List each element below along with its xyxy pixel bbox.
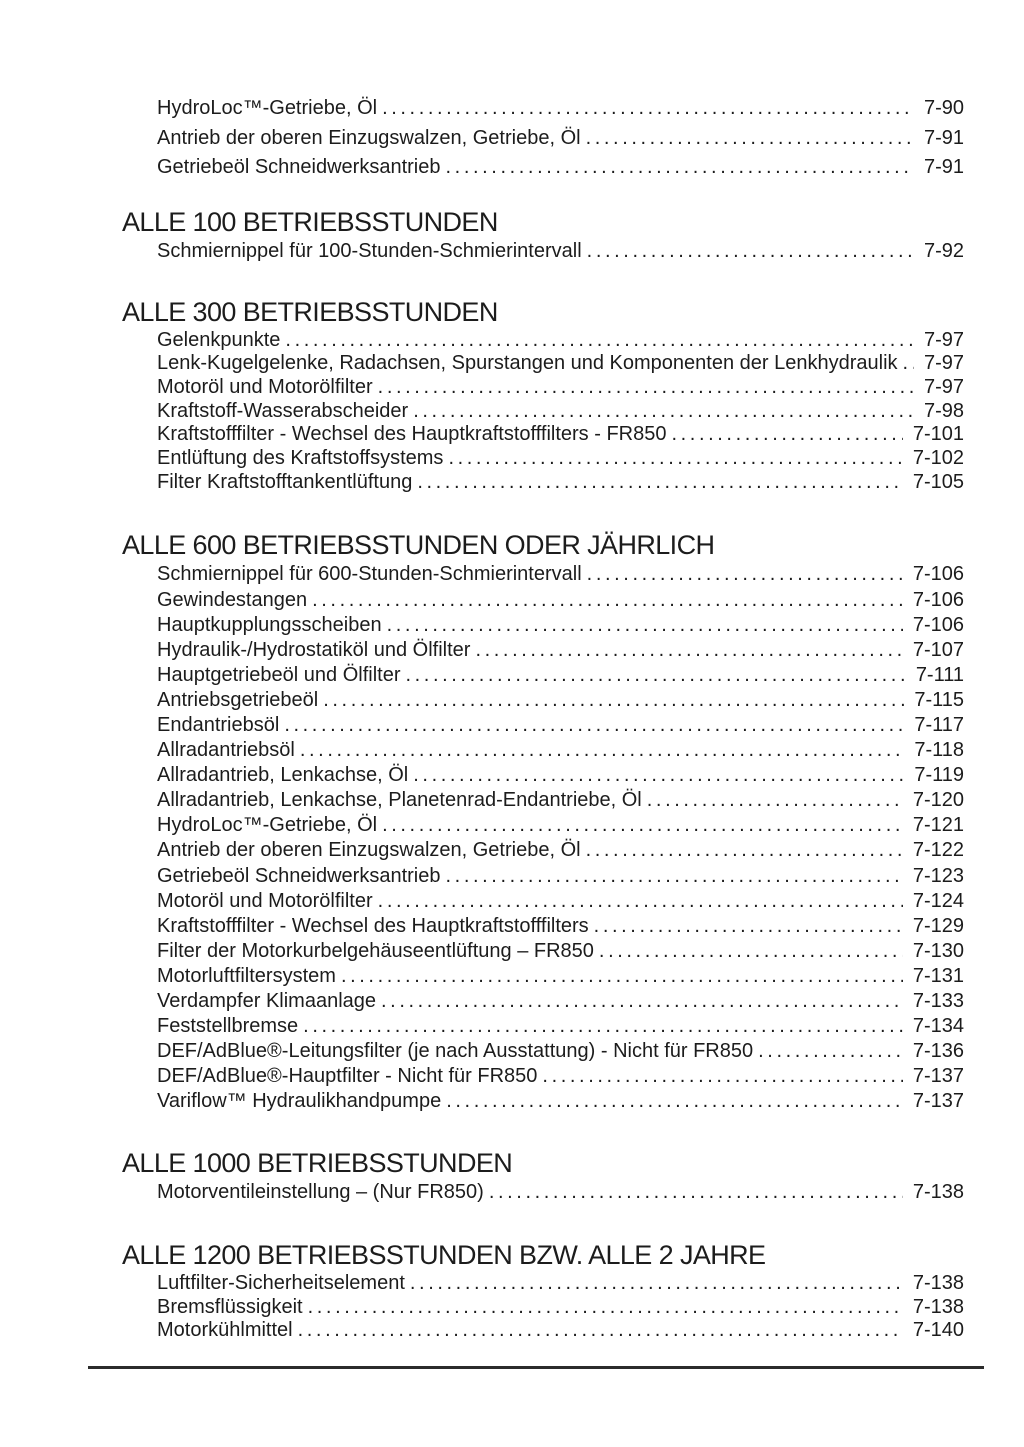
toc-entry-label: Schmiernippel für 100-Stunden-Schmierintervall xyxy=(157,239,582,262)
dot-leader xyxy=(413,400,914,424)
toc-entry xyxy=(157,688,964,713)
toc-entry-label: Kraftstoff-Wasserabscheider xyxy=(157,399,409,422)
dot-leader xyxy=(417,471,903,495)
toc-entry-label: Verdampfer Klimaanlage xyxy=(157,990,377,1013)
dot-leader xyxy=(323,688,904,713)
toc-entry-page: 7-131 xyxy=(912,964,964,987)
toc-entry-page: 7-107 xyxy=(912,638,964,661)
dot-leader xyxy=(387,613,903,638)
dot-leader xyxy=(489,1180,903,1204)
toc-entry-label: Motoröl und Motorölfilter xyxy=(157,375,373,398)
toc-entry xyxy=(157,939,964,964)
toc-entry xyxy=(157,838,964,863)
dot-leader xyxy=(586,838,903,863)
dot-leader xyxy=(586,124,914,154)
toc-entry xyxy=(157,889,964,914)
toc-entry xyxy=(157,562,964,587)
toc-entry-label: Schmiernippel für 600-Stunden-Schmierintervall xyxy=(157,563,582,586)
toc-entry-label: Gewindestangen xyxy=(157,588,308,611)
section-title: ALLE 100 BETRIEBSSTUNDEN xyxy=(122,206,498,237)
toc-entry xyxy=(157,964,964,989)
section-entries xyxy=(157,562,964,1114)
section-title: ALLE 1200 BETRIEBSSTUNDEN BZW. ALLE 2 JAHRE xyxy=(122,1240,766,1271)
toc-entry-label: Motorkühlmittel xyxy=(157,1319,293,1342)
dot-leader xyxy=(542,1064,902,1089)
toc-entry-page: 7-136 xyxy=(912,1040,964,1063)
toc-entry-page: 7-138 xyxy=(912,1181,964,1204)
dot-leader xyxy=(284,713,904,738)
toc-entry-label: Allradantrieb, Lenkachse, Öl xyxy=(157,764,409,787)
dot-leader xyxy=(446,153,914,183)
toc-entry-label: Variflow™ Hydraulikhandpumpe xyxy=(157,1090,442,1113)
toc-entry-label: Filter Kraftstofftankentlüftung xyxy=(157,470,413,493)
toc-entry-page: 7-91 xyxy=(923,156,964,178)
toc-entry-label: Antrieb der oberen Einzugswalzen, Getriebe, Öl xyxy=(157,126,581,149)
toc-entry-page: 7-134 xyxy=(912,1015,964,1038)
toc-entry-label: Motoröl und Motorölfilter xyxy=(157,889,373,912)
toc-entry-page: 7-137 xyxy=(912,1090,964,1113)
toc-entry-label: HydroLoc™-Getriebe, Öl xyxy=(157,814,378,837)
dot-leader xyxy=(298,1319,903,1343)
dot-leader xyxy=(587,562,903,587)
toc-entry-page: 7-124 xyxy=(912,889,964,912)
section-title: ALLE 1000 BETRIEBSSTUNDEN xyxy=(122,1148,513,1179)
toc-entry-label: Allradantrieb, Lenkachse, Planetenrad-Endantriebe, Öl xyxy=(157,789,642,812)
toc-entry-label: Hauptkupplungsscheiben xyxy=(157,613,382,636)
toc-entry-page: 7-106 xyxy=(912,563,964,586)
toc-entry-page: 7-138 xyxy=(912,1295,964,1318)
dot-leader xyxy=(303,1014,903,1039)
toc-entry-page: 7-106 xyxy=(912,613,964,636)
toc-entry-label: Feststellbremse xyxy=(157,1015,299,1038)
dot-leader xyxy=(381,989,903,1014)
toc-entry-page: 7-117 xyxy=(914,713,964,736)
toc-entry-page: 7-119 xyxy=(914,764,964,787)
section-entries xyxy=(157,1272,964,1343)
toc-entry-label: Endantriebsöl xyxy=(157,713,280,736)
toc-entry-page: 7-115 xyxy=(914,688,964,711)
toc-entry-page: 7-97 xyxy=(923,352,964,375)
dot-leader xyxy=(903,352,914,376)
dot-leader xyxy=(448,447,902,471)
dot-leader xyxy=(378,889,903,914)
toc-entry-page: 7-98 xyxy=(923,399,964,422)
toc-entry xyxy=(157,763,964,788)
toc-entry-page: 7-140 xyxy=(912,1319,964,1342)
section-entries xyxy=(157,1180,964,1204)
toc-section xyxy=(122,205,964,263)
toc-entry-label: Bremsflüssigkeit xyxy=(157,1295,303,1318)
toc-entry-label: Hydraulik-/Hydrostatiköl und Ölfilter xyxy=(157,638,471,661)
toc-entry-page: 7-120 xyxy=(912,789,964,812)
toc-entry xyxy=(157,989,964,1014)
dot-leader xyxy=(475,638,902,663)
toc-entry xyxy=(157,376,964,400)
dot-leader xyxy=(671,423,902,447)
section-entries xyxy=(157,94,964,183)
toc-entry-label: Getriebeöl Schneidwerksantrieb xyxy=(157,864,441,887)
toc-section xyxy=(122,94,964,183)
toc-entry-label: Filter der Motorkurbelgehäuseentlüftung – FR850 xyxy=(157,939,594,962)
dot-leader xyxy=(341,964,903,989)
dot-leader xyxy=(308,1296,903,1320)
toc-section xyxy=(122,1238,964,1343)
toc-section xyxy=(122,1146,964,1204)
dot-leader xyxy=(378,376,914,400)
toc-section xyxy=(122,528,964,1114)
dot-leader xyxy=(647,788,903,813)
toc-section xyxy=(122,295,964,495)
toc-entry-label: Motorluftfiltersystem xyxy=(157,964,336,987)
toc-entry xyxy=(157,400,964,424)
dot-leader xyxy=(599,939,903,964)
toc-entry-label: Motorventileinstellung – (Nur FR850) xyxy=(157,1181,484,1204)
toc-entry-label: Kraftstofffilter - Wechsel des Hauptkraftstofffilters xyxy=(157,914,589,937)
toc-entry xyxy=(157,1039,964,1064)
toc-entry-page: 7-123 xyxy=(912,864,964,887)
toc-entry xyxy=(157,124,964,154)
toc-entry xyxy=(157,613,964,638)
toc-entry-label: Antriebsgetriebeöl xyxy=(157,688,319,711)
toc-entry-label: DEF/AdBlue®-Leitungsfilter (je nach Ausstattung) - Nicht für FR850 xyxy=(157,1040,754,1063)
toc-entry-label: Luftfilter-Sicherheitselement xyxy=(157,1272,405,1295)
dot-leader xyxy=(382,813,903,838)
section-entries xyxy=(157,329,964,495)
toc-entry-label: HydroLoc™-Getriebe, Öl xyxy=(157,97,378,119)
toc-entry xyxy=(157,914,964,939)
dot-leader xyxy=(413,763,904,788)
toc-entry xyxy=(157,638,964,663)
toc-entry xyxy=(157,588,964,613)
section-entries xyxy=(157,239,964,263)
toc-entry-label: Gelenkpunkte xyxy=(157,328,281,351)
toc-entry xyxy=(157,1296,964,1320)
toc-entry xyxy=(157,1064,964,1089)
section-title: ALLE 300 BETRIEBSSTUNDEN xyxy=(122,296,498,327)
toc-entry-page: 7-97 xyxy=(923,328,964,351)
toc-entry xyxy=(157,94,964,124)
toc-entry-page: 7-122 xyxy=(912,839,964,862)
toc-entry-page: 7-130 xyxy=(912,939,964,962)
toc-entry xyxy=(157,423,964,447)
toc-entry-page: 7-137 xyxy=(912,1065,964,1088)
toc-entry-page: 7-97 xyxy=(923,375,964,398)
toc-entry-page: 7-111 xyxy=(915,663,964,686)
toc-entry xyxy=(157,447,964,471)
toc-entry xyxy=(157,738,964,763)
toc-entry-label: DEF/AdBlue®-Hauptfilter - Nicht für FR850 xyxy=(157,1065,538,1088)
toc-entry-label: Antrieb der oberen Einzugswalzen, Getriebe, Öl xyxy=(157,839,581,862)
toc-entry xyxy=(157,1180,964,1204)
dot-leader xyxy=(594,914,903,939)
toc-entry-page: 7-90 xyxy=(923,97,964,119)
toc-entry xyxy=(157,239,964,263)
dot-leader xyxy=(285,329,914,353)
toc-entry-label: Allradantriebsöl xyxy=(157,739,295,762)
toc-entry xyxy=(157,1089,964,1114)
toc-entry xyxy=(157,864,964,889)
toc-entry xyxy=(157,352,964,376)
toc-entry xyxy=(157,788,964,813)
toc-entry-page: 7-102 xyxy=(912,447,964,470)
toc-entry-label: Hauptgetriebeöl und Ölfilter xyxy=(157,663,401,686)
toc-entry-page: 7-91 xyxy=(923,126,964,149)
toc-entry xyxy=(157,713,964,738)
toc-entry-page: 7-105 xyxy=(912,470,964,493)
toc-entry xyxy=(157,153,964,183)
toc-entry-page: 7-101 xyxy=(912,423,964,446)
dot-leader xyxy=(410,1272,903,1296)
toc-entry-page: 7-133 xyxy=(912,990,964,1013)
dot-leader xyxy=(446,1089,903,1114)
toc-entry-page: 7-121 xyxy=(912,814,964,837)
toc-entry xyxy=(157,1014,964,1039)
dot-leader xyxy=(312,588,903,613)
toc-entry xyxy=(157,1319,964,1343)
toc-entry-page: 7-118 xyxy=(914,739,964,762)
toc-entry-page: 7-106 xyxy=(912,588,964,611)
toc-entry xyxy=(157,1272,964,1296)
section-title: ALLE 600 BETRIEBSSTUNDEN ODER JÄHRLICH xyxy=(122,530,715,561)
dot-leader xyxy=(382,94,914,124)
dot-leader xyxy=(405,663,905,688)
toc-entry-page: 7-129 xyxy=(912,914,964,937)
toc-entry-label: Entlüftung des Kraftstoffsystems xyxy=(157,447,444,470)
toc-entry xyxy=(157,813,964,838)
toc-entry xyxy=(157,471,964,495)
toc-entry xyxy=(157,663,964,688)
dot-leader xyxy=(587,239,914,263)
toc-entry-label: Kraftstofffilter - Wechsel des Hauptkraftstofffilters - FR850 xyxy=(157,423,667,446)
dot-leader xyxy=(446,864,903,889)
dot-leader xyxy=(300,738,904,763)
toc-entry-label: Getriebeöl Schneidwerksantrieb xyxy=(157,156,441,178)
toc-entry-page: 7-138 xyxy=(912,1272,964,1295)
toc-entry-page: 7-92 xyxy=(923,239,964,262)
toc-entry xyxy=(157,329,964,353)
dot-leader xyxy=(758,1039,903,1064)
footer-divider xyxy=(88,1366,984,1369)
toc-entry-label: Lenk-Kugelgelenke, Radachsen, Spurstangen und Komponenten der Lenkhydraulik xyxy=(157,352,898,375)
